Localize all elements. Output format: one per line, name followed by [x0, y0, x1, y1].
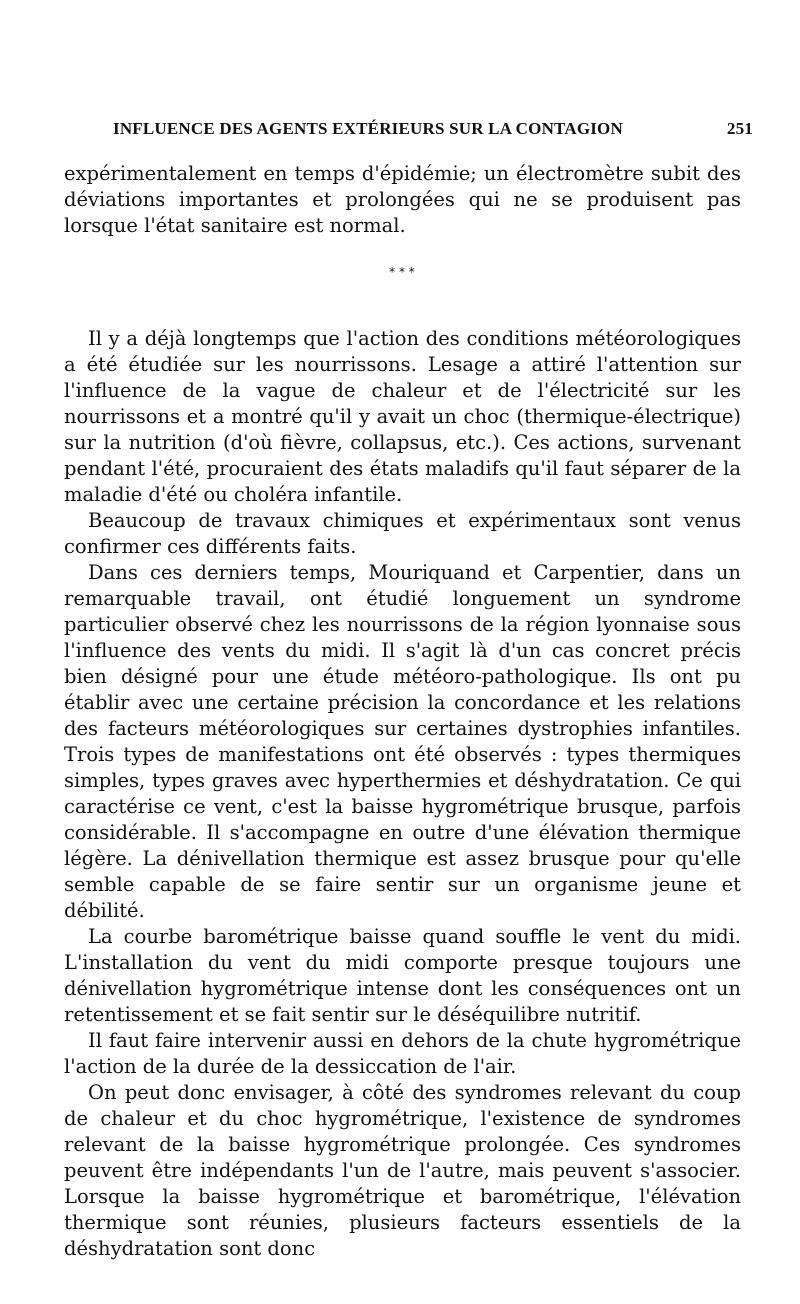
paragraph-4: La courbe barométrique baisse quand souffle le vent du midi. L'installation du vent du midi comporte presque toujours une dénivellation hygrométrique intense dont les conséquences ont un retentissement et se fait sentir sur le déséquilibre nutritif. [64, 925, 741, 1026]
paragraph-5: Il faut faire intervenir aussi en dehors de la chute hygrométrique l'action de la durée de la dessiccation de l'air. [64, 1029, 741, 1078]
paragraph-2: Beaucoup de travaux chimiques et expérimentaux sont venus confirmer ces différents faits. [64, 509, 741, 558]
paragraph-1: Il y a déjà longtemps que l'action des conditions météorologiques a été étudiée sur les nourrissons. Lesage a attiré l'attention sur l'influence de la vague de chaleur et de l'électricité sur les nourrissons et a montré qu'il y avait un choc (thermique-électrique) sur la nutrition (d'où fièvre, collapsus, etc.). Ces actions, survenant pendant l'été, procuraient des états maladifs qu'il faut séparer de la maladie d'été ou choléra infantile. [64, 327, 741, 506]
paragraph-3: Dans ces derniers temps, Mouriquand et Carpentier, dans un remarquable travail, ont étudié longuement un syndrome particulier observé chez les nourrissons de la région lyonnaise sous l'influence des vents du midi. Il s'agit là d'un cas concret précis bien désigné pour une étude météoro-pathologique. Ils ont pu établir avec une certaine précision la concordance et les relations des facteurs météorologiques sur certaines dystrophies infantiles. Trois types de manifestations ont été observés : types thermiques simples, types graves avec hyperthermies et déshydratation. Ce qui caractérise ce vent, c'est la baisse hygrométrique brusque, parfois considérable. Il s'accompagne en outre d'une élévation thermique légère. La dénivellation thermique est assez brusque pour qu'elle semble capable de se faire sentir sur un organisme jeune et débilité. [64, 561, 741, 922]
page-number: 251 [726, 119, 753, 138]
paragraph-6: On peut donc envisager, à côté des syndromes relevant du coup de chaleur et du choc hygrométrique, l'existence de syndromes relevant de la baisse hygrométrique prolongée. Ces syndromes peuvent être indépendants l'un de l'autre, mais peuvent s'associer. Lorsque la baisse hygrométrique et barométrique, l'élévation thermique sont réunies, plusieurs facteurs essentiels de la déshydratation sont donc [64, 1081, 741, 1260]
body-text-block [64, 326, 741, 1262]
running-header [113, 119, 753, 143]
opening-paragraph: expérimentalement en temps d'épidémie; un électromètre subit des déviations importantes et prolongées qui ne se produisent pas lorsque l'état sanitaire est normal. [64, 162, 741, 237]
opening-text-block [64, 161, 741, 239]
chapter-title: INFLUENCE DES AGENTS EXTÉRIEURS SUR LA CONTAGION [113, 119, 623, 138]
section-asterism: * * * [389, 265, 415, 279]
